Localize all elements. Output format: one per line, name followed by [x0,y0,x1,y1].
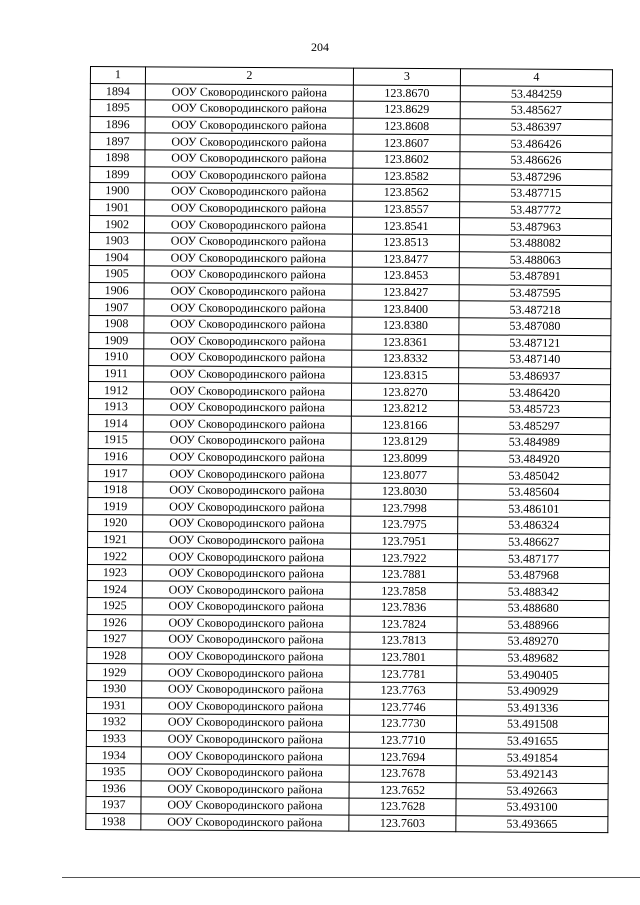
row-number: 1933 [86,730,141,747]
latitude-value: 53.485604 [458,484,610,502]
organization-name: ООУ Сковородинского района [142,697,350,715]
row-number: 1909 [89,332,144,349]
row-number: 1927 [87,631,142,648]
row-number: 1926 [87,614,142,631]
organization-name: ООУ Сковородинского района [144,349,352,367]
row-number: 1898 [90,149,145,166]
longitude-value: 123.7836 [350,599,457,616]
organization-name: ООУ Сковородинского района [143,515,351,533]
row-number: 1918 [88,481,143,498]
organization-name: ООУ Сковородинского района [144,366,352,384]
organization-name: ООУ Сковородинского района [145,166,353,184]
organization-name: ООУ Сковородинского района [143,448,351,466]
row-number: 1930 [87,680,142,697]
row-number: 1904 [89,249,144,266]
row-number: 1915 [88,432,143,449]
longitude-value: 123.7603 [349,815,456,832]
row-number: 1925 [87,597,142,614]
latitude-value: 53.492663 [456,782,608,800]
organization-name: ООУ Сковородинского района [145,83,353,101]
organization-name: ООУ Сковородинского района [142,648,350,666]
longitude-value: 123.7628 [349,798,456,815]
longitude-value: 123.7975 [351,516,458,533]
organization-name: ООУ Сковородинского района [145,133,353,151]
row-number: 1932 [86,714,141,731]
organization-name: ООУ Сковородинского района [141,731,349,749]
longitude-value: 123.7813 [350,632,457,649]
longitude-value: 123.8212 [351,400,458,417]
row-number: 1937 [86,797,141,814]
latitude-value: 53.491508 [456,716,608,734]
latitude-value: 53.485723 [458,401,610,419]
organization-name: ООУ Сковородинского района [142,614,350,632]
organization-name: ООУ Сковородинского района [141,814,349,832]
table-body [86,83,613,833]
latitude-value: 53.487140 [459,351,611,369]
latitude-value: 53.486627 [458,533,610,551]
row-number: 1935 [86,763,141,780]
longitude-value: 123.7730 [349,715,456,732]
latitude-value: 53.488342 [457,583,609,601]
latitude-value: 53.489270 [457,633,609,651]
organization-name: ООУ Сковородинского района [143,382,351,400]
organization-name: ООУ Сковородинского района [145,200,353,218]
longitude-value: 123.7824 [350,616,457,633]
longitude-value: 123.8400 [352,300,459,317]
organization-name: ООУ Сковородинского района [144,316,352,334]
header-col-2: 2 [145,67,353,85]
longitude-value: 123.7746 [350,699,457,716]
organization-name: ООУ Сковородинского района [142,598,350,616]
organization-name: ООУ Сковородинского района [144,332,352,350]
organization-name: ООУ Сковородинского района [142,681,350,699]
longitude-value: 123.8629 [353,101,460,118]
organization-name: ООУ Сковородинского района [143,415,351,433]
latitude-value: 53.487715 [460,185,612,203]
organization-name: ООУ Сковородинского района [145,117,353,135]
row-number: 1922 [87,548,142,565]
latitude-value: 53.486426 [460,135,612,153]
latitude-value: 53.490929 [457,683,609,701]
organization-name: ООУ Сковородинского района [143,531,351,549]
latitude-value: 53.488082 [459,235,611,253]
latitude-value: 53.485042 [458,467,610,485]
latitude-value: 53.491336 [457,699,609,717]
longitude-value: 123.7858 [350,583,457,600]
longitude-value: 123.7951 [351,533,458,550]
latitude-value: 53.489682 [457,650,609,668]
header-col-1: 1 [90,67,145,84]
row-number: 1907 [89,299,144,316]
longitude-value: 123.8557 [353,201,460,218]
organization-name: ООУ Сковородинского района [144,299,352,317]
longitude-value: 123.8582 [353,168,460,185]
organization-name: ООУ Сковородинского района [142,581,350,599]
row-number: 1934 [86,747,141,764]
row-number: 1938 [86,813,141,830]
latitude-value: 53.487963 [459,218,611,236]
latitude-value: 53.487891 [459,268,611,286]
footer-rule [62,877,640,878]
latitude-value: 53.486937 [459,367,611,385]
longitude-value: 123.8380 [352,317,459,334]
longitude-value: 123.8427 [352,284,459,301]
latitude-value: 53.486420 [458,384,610,402]
latitude-value: 53.491655 [456,733,608,751]
latitude-value: 53.492143 [456,766,608,784]
organization-name: ООУ Сковородинского района [145,150,353,168]
longitude-value: 123.8129 [351,433,458,450]
latitude-value: 53.487595 [459,284,611,302]
row-number: 1903 [89,232,144,249]
longitude-value: 123.8562 [353,184,460,201]
longitude-value: 123.8602 [353,151,460,168]
latitude-value: 53.484920 [458,450,610,468]
row-number: 1896 [90,116,145,133]
row-number: 1928 [87,647,142,664]
longitude-value: 123.8099 [351,450,458,467]
longitude-value: 123.7763 [350,682,457,699]
longitude-value: 123.7801 [350,649,457,666]
longitude-value: 123.7881 [350,566,457,583]
organization-name: ООУ Сковородинского района [144,266,352,284]
latitude-value: 53.488680 [457,600,609,618]
row-number: 1913 [88,398,143,415]
longitude-value: 123.8315 [352,367,459,384]
row-number: 1910 [89,349,144,366]
organization-name: ООУ Сковородинского района [144,249,352,267]
latitude-value: 53.487968 [457,567,609,585]
row-number: 1911 [89,365,144,382]
organization-name: ООУ Сковородинского района [141,764,349,782]
latitude-value: 53.493665 [456,815,608,833]
organization-name: ООУ Сковородинского района [145,100,353,118]
longitude-value: 123.7652 [349,782,456,799]
row-number: 1929 [87,664,142,681]
row-number: 1902 [89,216,144,233]
latitude-value: 53.484259 [460,85,612,103]
row-number: 1936 [86,780,141,797]
latitude-value: 53.487080 [459,318,611,336]
longitude-value: 123.8077 [351,466,458,483]
organization-name: ООУ Сковородинского района [141,747,349,765]
organization-name: ООУ Сковородинского района [144,216,352,234]
longitude-value: 123.8670 [353,85,460,102]
organization-name: ООУ Сковородинского района [143,482,351,500]
latitude-value: 53.488966 [457,616,609,634]
row-number: 1905 [89,266,144,283]
organization-name: ООУ Сковородинского района [144,283,352,301]
organization-name: ООУ Сковородинского района [143,432,351,450]
coordinates-table [85,66,613,833]
organization-name: ООУ Сковородинского района [141,797,349,815]
organization-name: ООУ Сковородинского района [143,399,351,417]
organization-name: ООУ Сковородинского района [143,465,351,483]
latitude-value: 53.486626 [460,152,612,170]
latitude-value: 53.493100 [456,799,608,817]
row-number: 1914 [88,415,143,432]
row-number: 1919 [88,498,143,515]
row-number: 1901 [90,199,145,216]
latitude-value: 53.484989 [458,434,610,452]
organization-name: ООУ Сковородинского района [144,233,352,251]
page-number: 204 [311,40,329,54]
row-number: 1906 [89,282,144,299]
row-number: 1920 [88,515,143,532]
row-number: 1894 [90,83,145,100]
latitude-value: 53.486101 [458,500,610,518]
latitude-value: 53.486397 [460,119,612,137]
latitude-value: 53.487772 [460,202,612,220]
organization-name: ООУ Сковородинского района [141,780,349,798]
organization-name: ООУ Сковородинского района [142,548,350,566]
table-row [86,813,608,833]
latitude-value: 53.491854 [456,749,608,767]
longitude-value: 123.8166 [351,417,458,434]
longitude-value: 123.7678 [349,765,456,782]
longitude-value: 123.8361 [352,334,459,351]
latitude-value: 53.487218 [459,301,611,319]
longitude-value: 123.8541 [352,217,459,234]
longitude-value: 123.8513 [352,234,459,251]
row-number: 1921 [88,531,143,548]
longitude-value: 123.8453 [352,267,459,284]
row-number: 1897 [90,133,145,150]
header-col-4: 4 [460,69,612,87]
longitude-value: 123.8332 [352,350,459,367]
latitude-value: 53.487121 [459,334,611,352]
header-col-3: 3 [353,68,460,85]
latitude-value: 53.488063 [459,251,611,269]
longitude-value: 123.8607 [353,134,460,151]
latitude-value: 53.487177 [457,550,609,568]
organization-name: ООУ Сковородинского района [142,631,350,649]
latitude-value: 53.485627 [460,102,612,120]
longitude-value: 123.8270 [351,383,458,400]
row-number: 1899 [90,166,145,183]
longitude-value: 123.7710 [349,732,456,749]
latitude-value: 53.487296 [460,168,612,186]
row-number: 1931 [87,697,142,714]
organization-name: ООУ Сковородинского района [142,664,350,682]
longitude-value: 123.7694 [349,748,456,765]
latitude-value: 53.490405 [457,666,609,684]
row-number: 1924 [87,581,142,598]
organization-name: ООУ Сковородинского района [143,498,351,516]
organization-name: ООУ Сковородинского района [141,714,349,732]
latitude-value: 53.485297 [458,417,610,435]
row-number: 1917 [88,465,143,482]
longitude-value: 123.8608 [353,118,460,135]
longitude-value: 123.7922 [350,549,457,566]
longitude-value: 123.7998 [351,500,458,517]
row-number: 1916 [88,448,143,465]
organization-name: ООУ Сковородинского района [142,565,350,583]
organization-name: ООУ Сковородинского района [145,183,353,201]
latitude-value: 53.486324 [458,517,610,535]
row-number: 1900 [90,183,145,200]
row-number: 1923 [87,564,142,581]
row-number: 1912 [88,382,143,399]
longitude-value: 123.7781 [350,665,457,682]
row-number: 1908 [89,315,144,332]
longitude-value: 123.8477 [352,251,459,268]
row-number: 1895 [90,100,145,117]
longitude-value: 123.8030 [351,483,458,500]
